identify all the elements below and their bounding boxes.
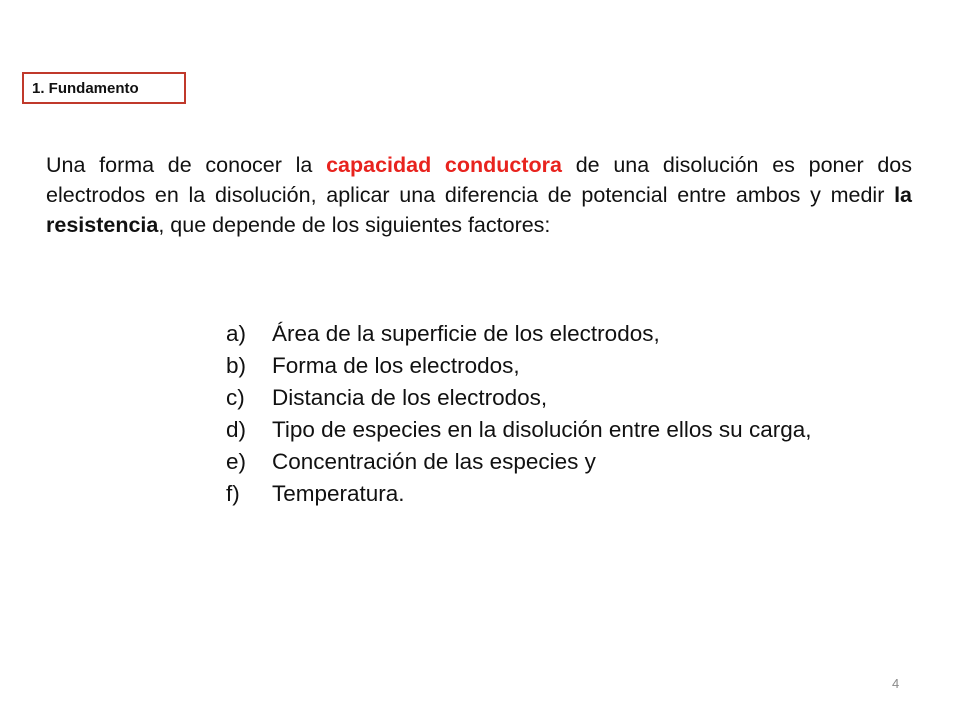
list-item: [226, 414, 811, 446]
list-item-marker: c): [226, 385, 245, 410]
paragraph-text-1: Una forma de conocer la: [46, 152, 327, 177]
list-item-marker: a): [226, 321, 247, 346]
highlight-capacidad-conductora: capacidad conductora: [326, 152, 562, 177]
list-item-marker: e): [226, 449, 247, 474]
highlight-la-resistencia: la resistencia: [46, 182, 912, 237]
factor-list: [226, 318, 811, 510]
list-item-text: Concentración de las especies y: [272, 449, 596, 474]
list-item-text: Distancia de los electrodos,: [272, 385, 548, 410]
list-item-marker: b): [226, 353, 247, 378]
page-number: 4: [892, 676, 900, 691]
list-item-text: Forma de los electrodos,: [272, 353, 520, 378]
section-label-text: 1. Fundamento: [32, 79, 139, 97]
paragraph-text-2: de una disolución es poner dos electrodos en la disolución, aplicar una diferencia de potencial entre ambos y medir: [46, 152, 912, 207]
list-item-text: Tipo de especies en la disolución entre ellos su carga,: [272, 417, 812, 442]
list-item-marker: f): [226, 481, 240, 506]
list-item: [226, 382, 811, 414]
list-item-text: Área de la superficie de los electrodos,: [272, 321, 660, 346]
list-item: [226, 478, 811, 510]
list-item-text: Temperatura.: [272, 481, 405, 506]
intro-paragraph: [46, 150, 912, 240]
list-item-marker: d): [226, 417, 247, 442]
list-item: [226, 350, 811, 382]
section-label-box: [22, 72, 186, 104]
list-item: [226, 446, 811, 478]
paragraph-text-3: , que depende de los siguientes factores:: [158, 212, 551, 237]
list-item: [226, 318, 811, 350]
